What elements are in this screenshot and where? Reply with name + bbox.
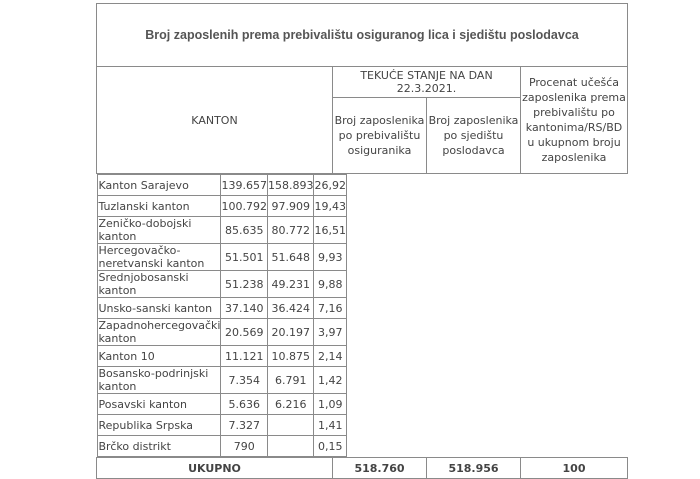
row-residence: 790	[221, 436, 268, 457]
header-percent: Procenat učešća zaposlenika prema prebivalištu po kantonima/RS/BD u ukupnom broju zaposlenika	[521, 67, 628, 174]
row-name: Posavski kanton	[97, 394, 221, 415]
table-row	[97, 271, 346, 298]
total-residence: 518.760	[333, 458, 427, 479]
header-employer: Broj zaposlenika po sjedištu poslodavca	[427, 98, 521, 174]
table-body	[97, 175, 346, 457]
table-row	[97, 436, 346, 457]
row-employer	[267, 436, 314, 457]
table-row	[97, 394, 346, 415]
row-employer	[267, 415, 314, 436]
row-residence: 85.635	[221, 217, 268, 244]
row-employer: 49.231	[267, 271, 314, 298]
row-residence: 100.792	[221, 196, 268, 217]
header-kanton: KANTON	[97, 67, 333, 174]
row-percent: 9,93	[314, 244, 347, 271]
row-percent: 19,43	[314, 196, 347, 217]
row-percent: 9,88	[314, 271, 347, 298]
row-employer: 20.197	[267, 319, 314, 346]
row-name: Hercegovačko-neretvanski kanton	[97, 244, 221, 271]
table-row	[97, 319, 346, 346]
total-row	[97, 458, 628, 479]
row-percent: 16,51	[314, 217, 347, 244]
total-label: UKUPNO	[97, 458, 333, 479]
row-employer: 6.791	[267, 367, 314, 394]
total-percent: 100	[521, 458, 628, 479]
row-name: Zeničko-dobojski kanton	[97, 217, 221, 244]
row-employer: 80.772	[267, 217, 314, 244]
header-residence: Broj zaposlenika po prebivalištu osiguranika	[333, 98, 427, 174]
row-percent: 2,14	[314, 346, 347, 367]
row-residence: 11.121	[221, 346, 268, 367]
row-residence: 5.636	[221, 394, 268, 415]
row-name: Kanton 10	[97, 346, 221, 367]
title-row	[97, 4, 628, 67]
row-residence: 51.238	[221, 271, 268, 298]
row-name: Zapadnohercegovački kanton	[98, 319, 221, 345]
row-name: Unsko-sanski kanton	[97, 298, 221, 319]
row-name: Srednjobosanski kanton	[97, 271, 221, 298]
row-employer: 36.424	[267, 298, 314, 319]
row-name: Brčko distrikt	[97, 436, 221, 457]
row-name: Tuzlanski kanton	[97, 196, 221, 217]
row-employer: 10.875	[267, 346, 314, 367]
row-percent: 1,09	[314, 394, 347, 415]
row-name: Kanton Sarajevo	[97, 175, 221, 196]
employment-table	[96, 3, 628, 479]
row-residence: 20.569	[221, 319, 268, 346]
table-row	[97, 175, 346, 196]
row-residence: 7.327	[221, 415, 268, 436]
row-employer: 97.909	[267, 196, 314, 217]
row-percent: 26,92	[314, 175, 347, 196]
table-row	[97, 415, 346, 436]
table-row	[97, 244, 346, 271]
row-name: Republika Srpska	[97, 415, 221, 436]
row-employer: 6.216	[267, 394, 314, 415]
table-row	[97, 367, 346, 394]
table-row	[97, 196, 346, 217]
table-title: Broj zaposlenih prema prebivalištu osiguranog lica i sjedištu poslodavca	[97, 4, 628, 67]
row-percent: 1,42	[314, 367, 347, 394]
header-row-1	[97, 67, 628, 98]
row-percent: 7,16	[314, 298, 347, 319]
row-percent: 0,15	[314, 436, 347, 457]
table-row	[97, 346, 346, 367]
header-date-group: TEKUĆE STANJE NA DAN 22.3.2021.	[333, 67, 521, 98]
row-residence: 139.657	[221, 175, 268, 196]
table-row	[97, 217, 346, 244]
row-employer: 158.893	[267, 175, 314, 196]
row-residence: 37.140	[221, 298, 268, 319]
row-name: Bosansko-podrinjski kanton	[97, 367, 221, 394]
row-residence: 7.354	[221, 367, 268, 394]
row-percent: 3,97	[314, 319, 347, 346]
row-percent: 1,41	[314, 415, 347, 436]
total-employer: 518.956	[427, 458, 521, 479]
row-residence: 51.501	[221, 244, 268, 271]
row-employer: 51.648	[267, 244, 314, 271]
table-row	[97, 298, 346, 319]
